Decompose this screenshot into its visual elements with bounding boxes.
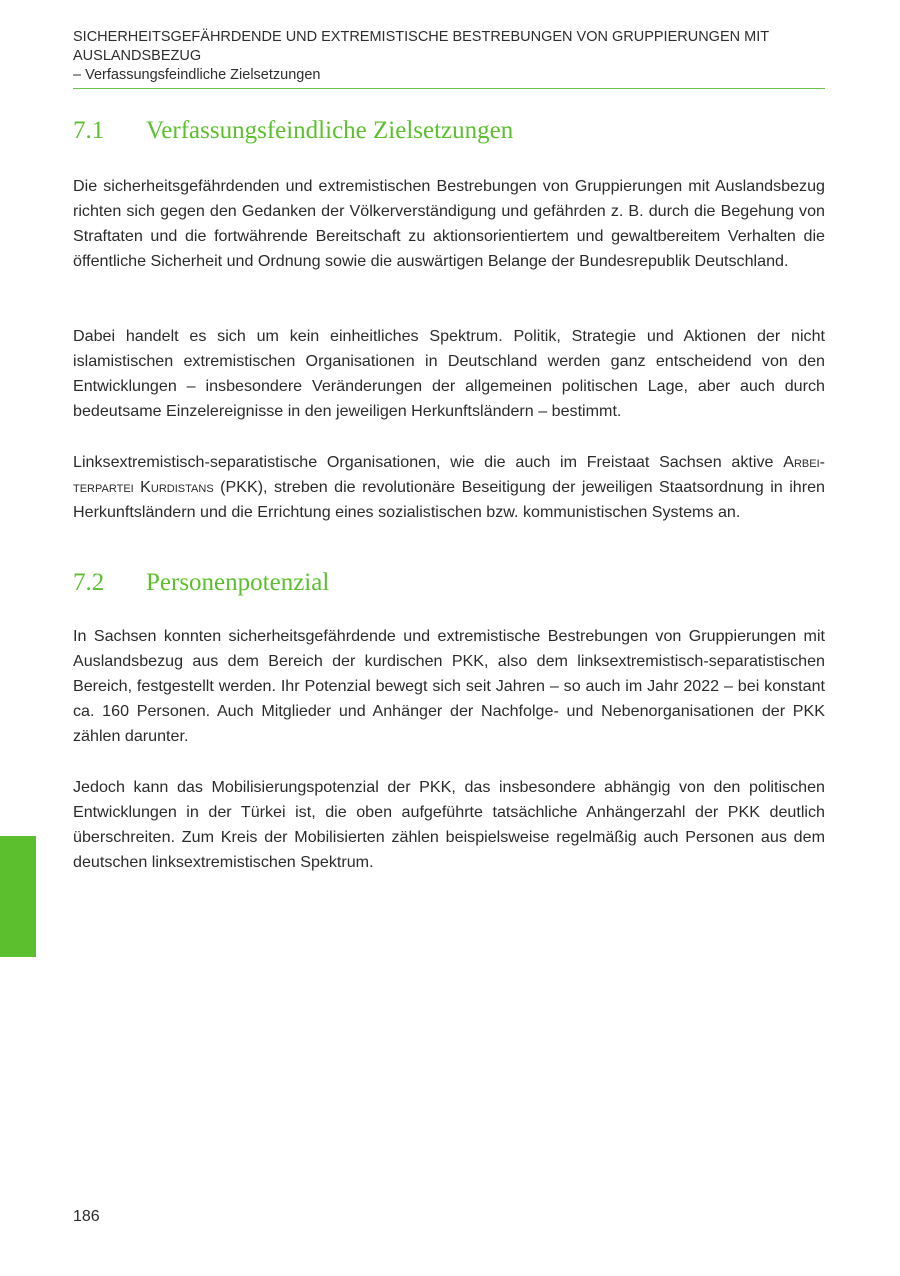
paragraph: Dabei handelt es sich um kein einheitliches Spektrum. Politik, Strategie und Aktionen der nicht islamistischen extremistischen Organisationen in Deutschland werden ganz entscheidend von den Entwicklungen – insbesondere Veränderungen der allgemeinen politischen Lage, aber auch durch bedeutsame Einzelereignisse in den jeweiligen Herkunftsländern – bestimmt. xyxy=(73,327,825,420)
paragraph-text: Linksextremistisch-separatistische Organisationen, wie die auch im Freistaat Sachsen aktive xyxy=(73,453,784,471)
section-title: Verfassungsfeindliche Zielsetzungen xyxy=(146,117,514,144)
section-title: Personenpotenzial xyxy=(146,569,330,596)
chapter-marker-tab xyxy=(0,836,36,957)
paragraph-text: (PKK), streben die revolutionäre Beseitigung der jeweiligen Staatsordnung in ihren Herkunftsländern und die Errichtung eines sozialistischen bzw. kommunistischen Systems an. xyxy=(73,478,825,521)
paragraph: In Sachsen konnten sicherheitsgefährdende und extremistische Bestrebungen von Gruppierungen mit Auslandsbezug aus dem Bereich der kurdischen PKK, also dem linksextremistisch-separatistischen Bereich, festgestellt werden. Ihr Potenzial bewegt sich seit Jahren – so auch im Jahr 2022 – bei konstant ca. 160 Personen. Auch Mitglieder und Anhänger der Nachfolge- und Nebenorganisationen der PKK zählen darunter. xyxy=(73,627,825,745)
running-header-subtitle: – Verfassungsfeindliche Zielsetzungen xyxy=(73,67,321,83)
running-header-title: SICHERHEITSGEFÄHRDENDE UND EXTREMISTISCHE BESTREBUNGEN VON GRUPPIERUNGEN MIT AUSLANDSBEZUG xyxy=(73,29,769,64)
section-number: 7.2 xyxy=(73,569,105,596)
page-number: 186 xyxy=(73,1208,100,1225)
paragraph: Die sicherheitsgefährdenden und extremistischen Bestrebungen von Gruppierungen mit Auslandsbezug richten sich gegen den Gedanken der Völkerverständigung und gefährden z. B. durch die Begehung von Straftaten und die fortwährende Bereitschaft zu aktionsorientiertem und gewaltbereitem Verhalten die öffentliche Sicherheit und Ordnung sowie die auswärtigen Belange der Bundesrepublik Deutschland. xyxy=(73,177,825,270)
section-heading-7-2 xyxy=(73,569,825,597)
paragraph xyxy=(73,450,825,525)
running-header xyxy=(73,28,825,89)
section-heading-7-1 xyxy=(73,117,825,145)
organization-name: Arbeiterpartei Kurdistans xyxy=(73,453,825,496)
section-number: 7.1 xyxy=(73,117,105,144)
paragraph: Jedoch kann das Mobilisierungspotenzial der PKK, das insbesondere abhängig von den politischen Entwicklungen in der Türkei ist, die oben aufgeführte tatsächliche Anhängerzahl der PKK deutlich überschreiten. Zum Kreis der Mobilisierten zählen beispielsweise regelmäßig auch Personen aus dem deutschen linksextremistischen Spektrum. xyxy=(73,778,825,871)
